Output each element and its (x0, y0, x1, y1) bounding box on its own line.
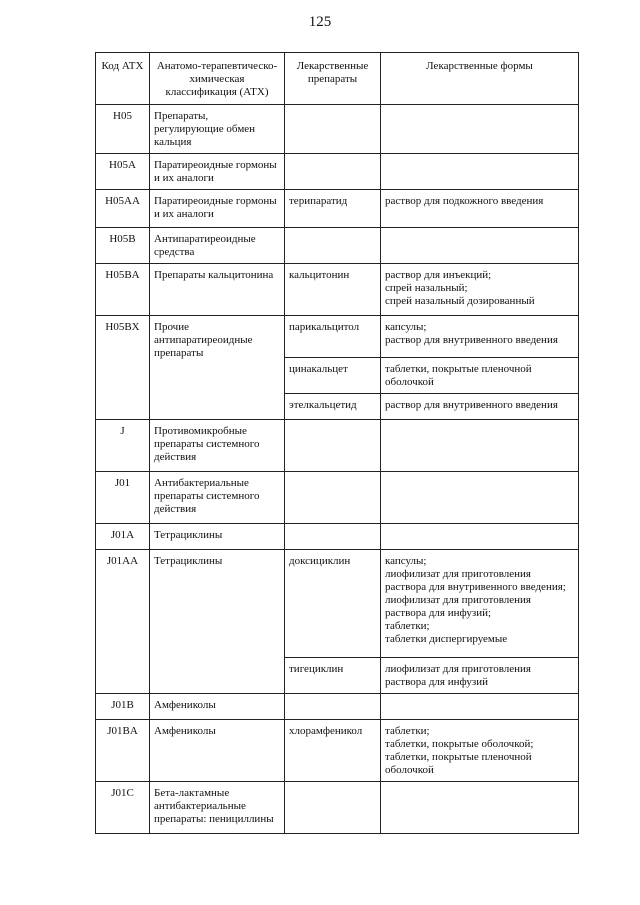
table-row (96, 550, 579, 658)
table-row (96, 316, 579, 358)
atx-classification-cell: Амфениколы (150, 694, 285, 720)
table-row (96, 420, 579, 472)
atx-classification-cell: Тетрациклины (150, 550, 285, 694)
atx-classification-cell: Амфениколы (150, 720, 285, 782)
atx-code-cell: H05BA (96, 264, 150, 316)
drug-name-cell (285, 420, 381, 472)
header-classification: Анатомо-терапевтическо-химическая классификация (АТХ) (150, 53, 285, 105)
drug-name-cell: парикальцитол (285, 316, 381, 358)
dosage-forms-cell (381, 550, 579, 658)
atx-code-cell: H05B (96, 228, 150, 264)
atx-classification-cell: Прочие антипаратиреоидные препараты (150, 316, 285, 420)
dosage-forms-cell (381, 228, 579, 264)
table-row (96, 694, 579, 720)
atx-code-cell: H05AA (96, 190, 150, 228)
dosage-form-item: таблетки, покрытые пленочной оболочкой (385, 751, 532, 776)
atx-classification-cell: Бета-лактамные антибактериальные препараты: пенициллины (150, 782, 285, 834)
dosage-forms-cell (381, 658, 579, 694)
dosage-form-item: таблетки диспергируемые (385, 633, 508, 645)
drug-name-cell: этелкальцетид (285, 394, 381, 420)
atx-code-cell: H05BX (96, 316, 150, 420)
dosage-forms-cell (381, 782, 579, 834)
dosage-form-item: спрей назальный дозированный (385, 295, 535, 307)
table-row (96, 190, 579, 228)
atx-code-cell: J (96, 420, 150, 472)
dosage-forms-cell (381, 524, 579, 550)
dosage-form-item: раствор для внутривенного введения (385, 399, 558, 411)
atx-classification-cell: Антипаратиреоидные средства (150, 228, 285, 264)
atx-code-cell: J01A (96, 524, 150, 550)
atx-code-cell: J01B (96, 694, 150, 720)
dosage-form-item: таблетки, покрытые оболочкой; (385, 738, 534, 750)
drug-name-cell (285, 472, 381, 524)
table-row (96, 264, 579, 316)
dosage-form-item: таблетки; (385, 620, 430, 632)
drug-name-cell (285, 154, 381, 190)
dosage-form-item: спрей назальный; (385, 282, 468, 294)
dosage-form-item: капсулы; (385, 555, 427, 567)
atx-table-body (96, 105, 579, 834)
dosage-form-item: капсулы; (385, 321, 427, 333)
dosage-forms-cell (381, 154, 579, 190)
drug-name-cell: кальцитонин (285, 264, 381, 316)
table-row (96, 524, 579, 550)
atx-classification-cell: Тетрациклины (150, 524, 285, 550)
dosage-forms-cell (381, 316, 579, 358)
atx-code-cell: J01C (96, 782, 150, 834)
page-number: 125 (308, 14, 332, 30)
atx-code-cell: J01AA (96, 550, 150, 694)
dosage-form-item: лиофилизат для приготовления раствора для внутривенного введения; (385, 568, 566, 593)
table-header-row (96, 53, 579, 105)
drug-name-cell: доксициклин (285, 550, 381, 658)
dosage-forms-cell (381, 420, 579, 472)
dosage-forms-cell (381, 264, 579, 316)
header-forms: Лекарственные формы (381, 53, 579, 105)
dosage-form-item: раствор для внутривенного введения (385, 334, 558, 346)
dosage-forms-cell (381, 358, 579, 394)
dosage-form-item: таблетки; (385, 725, 430, 737)
atx-classification-cell: Препараты, регулирующие обмен кальция (150, 105, 285, 154)
atx-code-cell: J01 (96, 472, 150, 524)
dosage-form-item: лиофилизат для приготовления раствора для инфузий; (385, 594, 531, 619)
atx-code-cell: H05A (96, 154, 150, 190)
drug-name-cell: тигециклин (285, 658, 381, 694)
dosage-forms-cell (381, 105, 579, 154)
dosage-forms-cell (381, 190, 579, 228)
drug-name-cell: терипаратид (285, 190, 381, 228)
header-code: Код АТХ (96, 53, 150, 105)
table-row (96, 228, 579, 264)
drug-name-cell (285, 228, 381, 264)
table-row (96, 720, 579, 782)
atx-classification-cell: Антибактериальные препараты системного действия (150, 472, 285, 524)
dosage-form-item: лиофилизат для приготовления раствора для инфузий (385, 663, 531, 688)
dosage-form-item: раствор для подкожного введения (385, 195, 544, 207)
drug-name-cell (285, 105, 381, 154)
table-row (96, 782, 579, 834)
drug-name-cell (285, 524, 381, 550)
atx-code-cell: J01BA (96, 720, 150, 782)
atx-code-cell: H05 (96, 105, 150, 154)
atx-classification-cell: Паратиреоидные гормоны и их аналоги (150, 190, 285, 228)
header-drugs: Лекарственные препараты (285, 53, 381, 105)
atx-table (95, 52, 579, 834)
atx-classification-cell: Паратиреоидные гормоны и их аналоги (150, 154, 285, 190)
drug-name-cell (285, 782, 381, 834)
atx-classification-cell: Препараты кальцитонина (150, 264, 285, 316)
atx-classification-cell: Противомикробные препараты системного действия (150, 420, 285, 472)
drug-name-cell (285, 694, 381, 720)
dosage-forms-cell (381, 472, 579, 524)
dosage-form-item: таблетки, покрытые пленочной оболочкой (385, 363, 532, 388)
table-row (96, 472, 579, 524)
drug-name-cell: цинакальцет (285, 358, 381, 394)
dosage-forms-cell (381, 720, 579, 782)
table-row (96, 105, 579, 154)
drug-name-cell: хлорамфеникол (285, 720, 381, 782)
dosage-form-item: раствор для инъекций; (385, 269, 492, 281)
dosage-forms-cell (381, 694, 579, 720)
dosage-forms-cell (381, 394, 579, 420)
table-row (96, 154, 579, 190)
